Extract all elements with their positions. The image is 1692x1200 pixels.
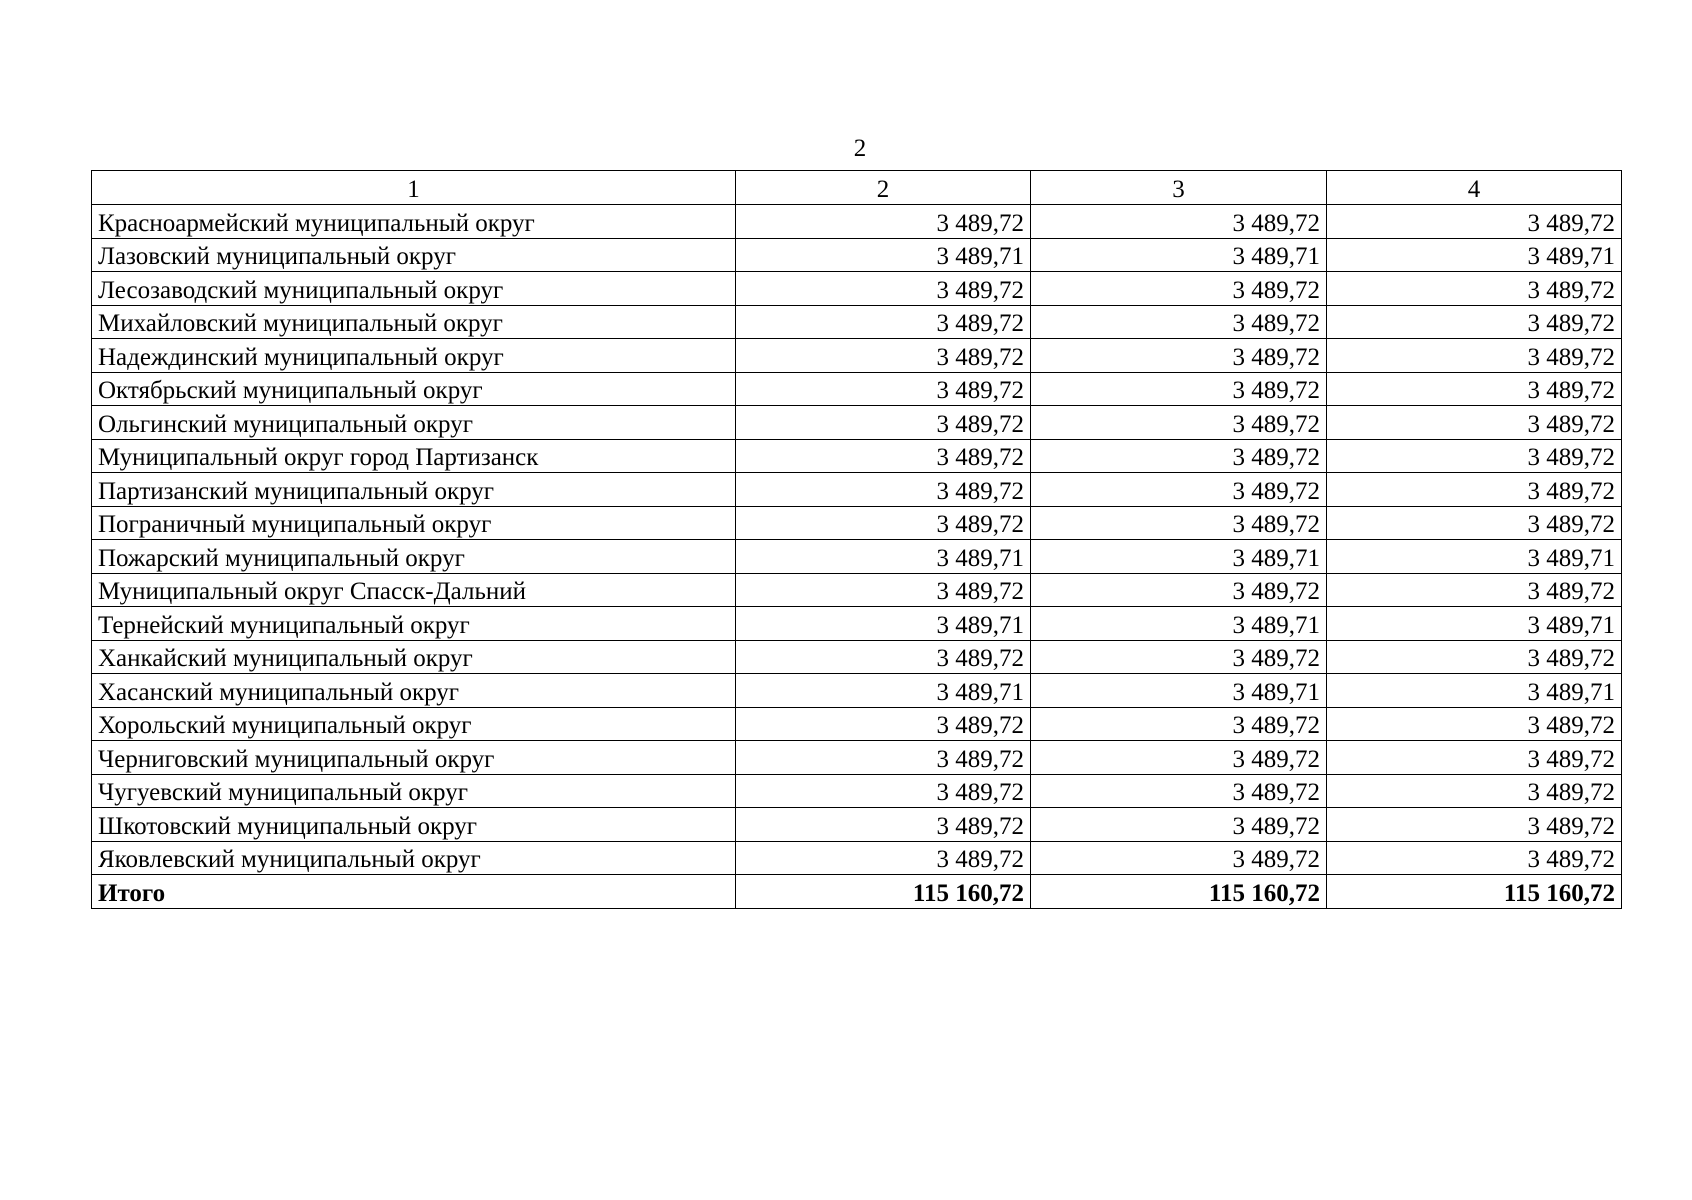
value-col3-cell: 3 489,71	[1031, 540, 1327, 574]
value-col4-cell: 3 489,71	[1327, 238, 1622, 272]
value-col3-cell: 3 489,72	[1031, 707, 1327, 741]
district-name-cell: Пограничный муниципальный округ	[92, 506, 736, 540]
district-name-cell: Лазовский муниципальный округ	[92, 238, 736, 272]
value-col4-cell: 3 489,72	[1327, 808, 1622, 842]
value-col3-cell: 3 489,72	[1031, 741, 1327, 775]
table-row	[92, 238, 1622, 272]
value-col4-cell: 3 489,72	[1327, 272, 1622, 306]
value-col3-cell: 3 489,72	[1031, 439, 1327, 473]
column-header-3: 3	[1031, 171, 1327, 205]
value-col2-cell: 3 489,72	[736, 473, 1031, 507]
value-col3-cell: 3 489,72	[1031, 406, 1327, 440]
value-col2-cell: 3 489,72	[736, 573, 1031, 607]
value-col4-cell: 3 489,72	[1327, 439, 1622, 473]
table-row	[92, 707, 1622, 741]
value-col2-cell: 3 489,72	[736, 406, 1031, 440]
table-row	[92, 506, 1622, 540]
value-col3-cell: 3 489,71	[1031, 238, 1327, 272]
table-row	[92, 674, 1622, 708]
total-row	[92, 875, 1622, 909]
district-name-cell: Октябрьский муниципальный округ	[92, 372, 736, 406]
total-col4-cell: 115 160,72	[1327, 875, 1622, 909]
district-name-cell: Михайловский муниципальный округ	[92, 305, 736, 339]
total-label-cell: Итого	[92, 875, 736, 909]
table-row	[92, 573, 1622, 607]
value-col4-cell: 3 489,72	[1327, 707, 1622, 741]
value-col4-cell: 3 489,71	[1327, 607, 1622, 641]
table-row	[92, 808, 1622, 842]
district-name-cell: Черниговский муниципальный округ	[92, 741, 736, 775]
value-col4-cell: 3 489,72	[1327, 640, 1622, 674]
value-col2-cell: 3 489,71	[736, 540, 1031, 574]
district-name-cell: Красноармейский муниципальный округ	[92, 205, 736, 239]
district-name-cell: Хорольский муниципальный округ	[92, 707, 736, 741]
district-name-cell: Хасанский муниципальный округ	[92, 674, 736, 708]
value-col4-cell: 3 489,72	[1327, 339, 1622, 373]
table-row	[92, 339, 1622, 373]
district-name-cell: Ольгинский муниципальный округ	[92, 406, 736, 440]
value-col2-cell: 3 489,72	[736, 741, 1031, 775]
table-row	[92, 205, 1622, 239]
district-name-cell: Пожарский муниципальный округ	[92, 540, 736, 574]
table-row	[92, 439, 1622, 473]
table-row	[92, 406, 1622, 440]
value-col2-cell: 3 489,72	[736, 439, 1031, 473]
allocation-table	[91, 170, 1622, 909]
value-col3-cell: 3 489,72	[1031, 808, 1327, 842]
table-row	[92, 607, 1622, 641]
value-col2-cell: 3 489,72	[736, 808, 1031, 842]
value-col3-cell: 3 489,72	[1031, 205, 1327, 239]
district-name-cell: Яковлевский муниципальный округ	[92, 841, 736, 875]
value-col3-cell: 3 489,72	[1031, 640, 1327, 674]
district-name-cell: Муниципальный округ город Партизанск	[92, 439, 736, 473]
value-col3-cell: 3 489,72	[1031, 473, 1327, 507]
column-header-1: 1	[92, 171, 736, 205]
value-col2-cell: 3 489,72	[736, 339, 1031, 373]
column-header-4: 4	[1327, 171, 1622, 205]
table-row	[92, 372, 1622, 406]
table-row	[92, 473, 1622, 507]
value-col3-cell: 3 489,72	[1031, 573, 1327, 607]
value-col4-cell: 3 489,72	[1327, 774, 1622, 808]
value-col4-cell: 3 489,72	[1327, 506, 1622, 540]
district-name-cell: Надеждинский муниципальный округ	[92, 339, 736, 373]
table-row	[92, 774, 1622, 808]
table-row	[92, 305, 1622, 339]
total-col2-cell: 115 160,72	[736, 875, 1031, 909]
value-col2-cell: 3 489,72	[736, 640, 1031, 674]
value-col2-cell: 3 489,72	[736, 707, 1031, 741]
value-col2-cell: 3 489,72	[736, 372, 1031, 406]
page-number: 2	[853, 135, 867, 162]
district-name-cell: Муниципальный округ Спасск-Дальний	[92, 573, 736, 607]
value-col2-cell: 3 489,72	[736, 305, 1031, 339]
value-col4-cell: 3 489,72	[1327, 305, 1622, 339]
district-name-cell: Партизанский муниципальный округ	[92, 473, 736, 507]
value-col3-cell: 3 489,72	[1031, 305, 1327, 339]
value-col2-cell: 3 489,71	[736, 674, 1031, 708]
district-name-cell: Ханкайский муниципальный округ	[92, 640, 736, 674]
table-row	[92, 540, 1622, 574]
value-col4-cell: 3 489,72	[1327, 406, 1622, 440]
value-col3-cell: 3 489,72	[1031, 339, 1327, 373]
value-col4-cell: 3 489,71	[1327, 540, 1622, 574]
value-col3-cell: 3 489,71	[1031, 674, 1327, 708]
value-col2-cell: 3 489,72	[736, 272, 1031, 306]
value-col2-cell: 3 489,71	[736, 607, 1031, 641]
value-col2-cell: 3 489,72	[736, 841, 1031, 875]
value-col4-cell: 3 489,72	[1327, 841, 1622, 875]
value-col4-cell: 3 489,72	[1327, 741, 1622, 775]
table-row	[92, 841, 1622, 875]
value-col4-cell: 3 489,71	[1327, 674, 1622, 708]
total-col3-cell: 115 160,72	[1031, 875, 1327, 909]
district-name-cell: Чугуевский муниципальный округ	[92, 774, 736, 808]
value-col3-cell: 3 489,72	[1031, 841, 1327, 875]
district-name-cell: Шкотовский муниципальный округ	[92, 808, 736, 842]
value-col3-cell: 3 489,71	[1031, 607, 1327, 641]
table-row	[92, 741, 1622, 775]
value-col3-cell: 3 489,72	[1031, 774, 1327, 808]
table-body	[92, 171, 1622, 909]
value-col2-cell: 3 489,71	[736, 238, 1031, 272]
value-col4-cell: 3 489,72	[1327, 573, 1622, 607]
table-row	[92, 272, 1622, 306]
value-col4-cell: 3 489,72	[1327, 372, 1622, 406]
district-name-cell: Лесозаводский муниципальный округ	[92, 272, 736, 306]
district-name-cell: Тернейский муниципальный округ	[92, 607, 736, 641]
table-row	[92, 640, 1622, 674]
value-col4-cell: 3 489,72	[1327, 473, 1622, 507]
value-col3-cell: 3 489,72	[1031, 372, 1327, 406]
value-col2-cell: 3 489,72	[736, 506, 1031, 540]
value-col4-cell: 3 489,72	[1327, 205, 1622, 239]
column-number-row	[92, 171, 1622, 205]
value-col3-cell: 3 489,72	[1031, 272, 1327, 306]
column-header-2: 2	[736, 171, 1031, 205]
value-col3-cell: 3 489,72	[1031, 506, 1327, 540]
value-col2-cell: 3 489,72	[736, 205, 1031, 239]
value-col2-cell: 3 489,72	[736, 774, 1031, 808]
